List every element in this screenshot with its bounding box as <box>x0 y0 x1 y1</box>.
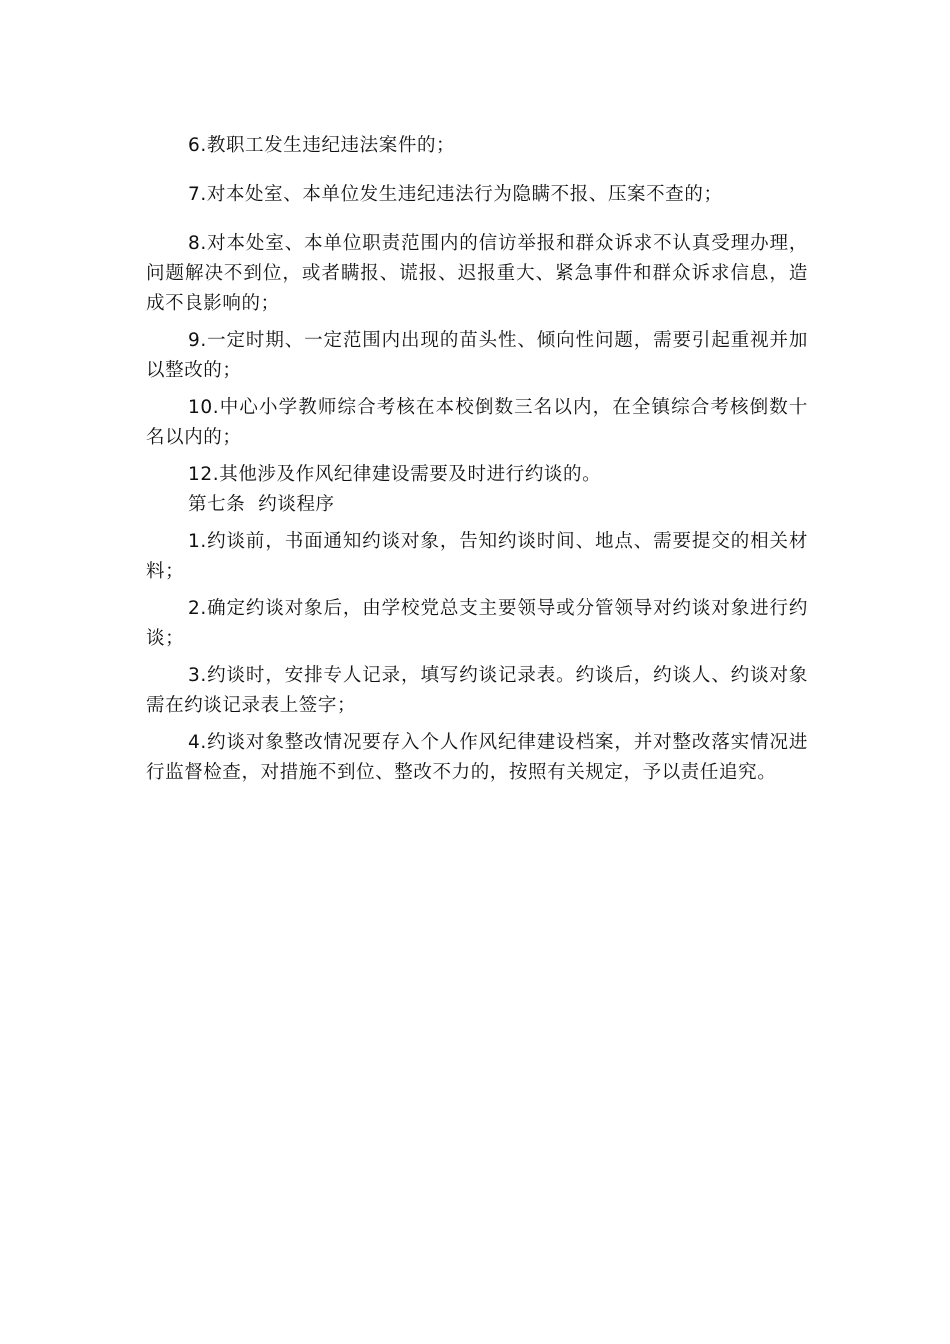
clause-item-9: 9.一定时期、一定范围内出现的苗头性、倾向性问题，需要引起重视并加以整改的； <box>146 330 808 381</box>
clause-item-6: 6.教职工发生违纪违法案件的； <box>188 135 456 156</box>
procedure-item-2: 2.确定约谈对象后，由学校党总支主要领导或分管领导对约谈对象进行约谈； <box>146 598 808 649</box>
procedure-item-1: 1.约谈前，书面通知约谈对象，告知约谈时间、地点、需要提交的相关材料； <box>146 531 808 582</box>
clause-item-12: 12.其他涉及作风纪律建设需要及时进行约谈的。 <box>188 464 602 485</box>
procedure-item-4: 4.约谈对象整改情况要存入个人作风纪律建设档案，并对整改落实情况进行监督检查，对措施不到位、整改不力的，按照有关规定，予以责任追究。 <box>146 732 808 783</box>
procedure-item-3: 3.约谈时，安排专人记录，填写约谈记录表。约谈后，约谈人、约谈对象需在约谈记录表上签字； <box>146 665 808 716</box>
clause-item-7: 7.对本处室、本单位发生违纪违法行为隐瞒不报、压案不查的； <box>188 184 723 205</box>
section-heading: 第七条 约谈程序 <box>188 494 335 515</box>
document-body <box>146 131 808 788</box>
clause-item-10: 10.中心小学教师综合考核在本校倒数三名以内，在全镇综合考核倒数十名以内的； <box>146 397 808 448</box>
clause-item-8: 8.对本处室、本单位职责范围内的信访举报和群众诉求不认真受理办理，问题解决不到位，或者瞒报、谎报、迟报重大、紧急事件和群众诉求信息，造成不良影响的； <box>146 233 808 314</box>
